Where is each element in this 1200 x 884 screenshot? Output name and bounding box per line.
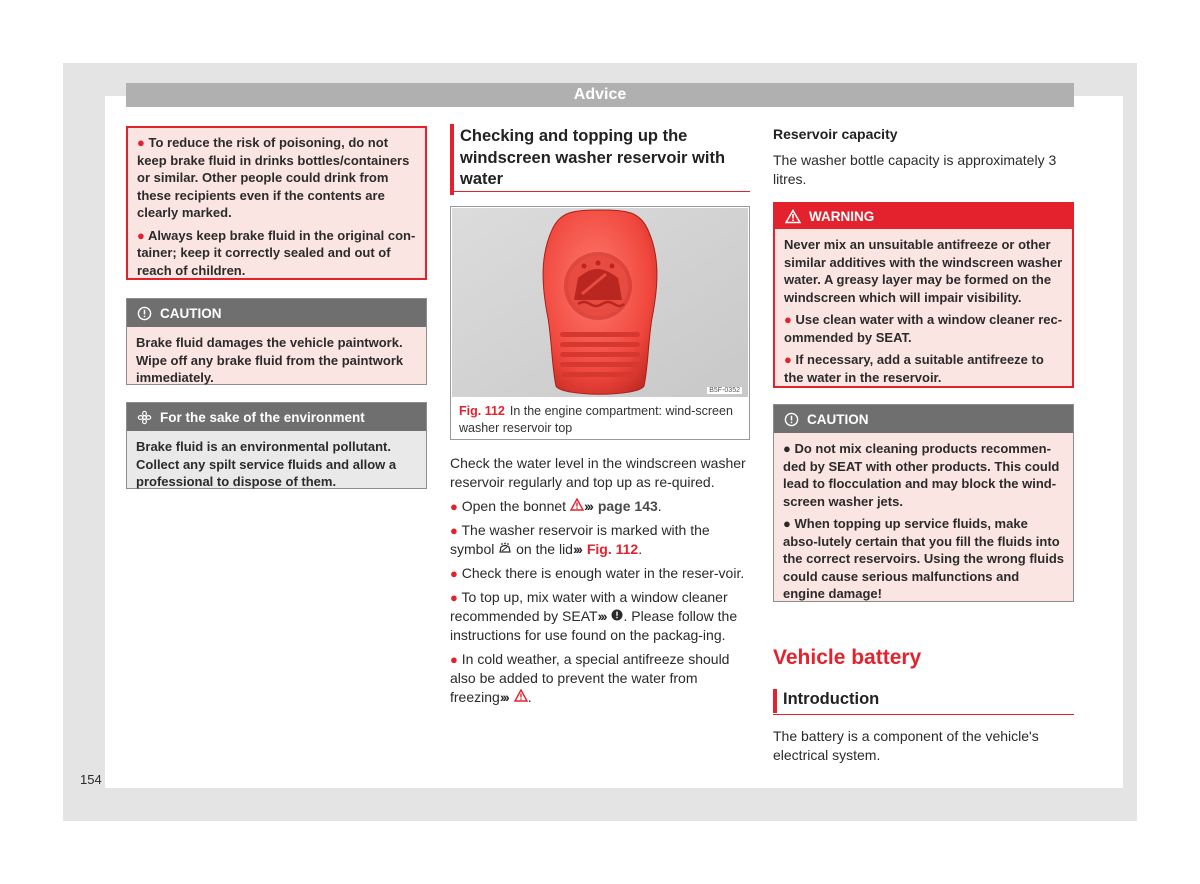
warning-header: WARNING (775, 204, 1072, 229)
warning-triangle-icon (785, 209, 801, 224)
caution-text: Brake fluid damages the vehicle paintwork. Wipe off any brake fluid from the paintwork immediately. (136, 335, 404, 385)
page-link[interactable]: page 143 (597, 498, 658, 514)
environment-header: For the sake of the environment (127, 403, 426, 431)
caution-box-paintwork (126, 298, 427, 385)
page-header: Advice (126, 83, 1074, 107)
figure-112 (450, 206, 750, 440)
subsection-rule (773, 714, 1074, 715)
list-item: ● Check there is enough water in the reser-voir. (450, 565, 745, 581)
caution-header: CAUTION (127, 299, 426, 327)
instructions (450, 454, 750, 712)
list-item: ● Do not mix cleaning products recommen-ded by SEAT with other products. This could lead to flocculation and may block the wind-screen washer jets. (783, 441, 1060, 509)
bullet-icon: ● (450, 499, 458, 514)
subsection-title: Introduction (773, 689, 1074, 713)
list-item: ● When topping up service fluids, make abso-lutely certain that you fill the fluids into the correct reservoirs. Using the wrong fluids could cause serious malfunctions and engine damage! (783, 516, 1065, 601)
info-circle-icon (137, 306, 152, 321)
battery-intro: The battery is a component of the vehicle's electrical system. (773, 728, 1039, 763)
info-circle-icon (784, 412, 799, 427)
intro-paragraph: Check the water level in the windscreen washer reservoir regularly and top up as re-quired. (450, 455, 746, 490)
environment-box (126, 402, 427, 489)
figure-caption: Fig. 112 In the engine compartment: wind-screen washer reservoir top (459, 404, 733, 435)
bullet-icon: ● (784, 312, 792, 327)
capacity-heading: Reservoir capacity (773, 126, 898, 142)
warning-text: Never mix an unsuitable antifreeze or other similar additives with the windscreen washer water. A greasy layer may be formed on the windscreen which will impair visibility. (784, 237, 1063, 305)
bullet-icon: ● (137, 135, 145, 150)
bullet-icon: ● (450, 652, 458, 667)
list-item: ● Open the bonnet ››› page 143. (450, 498, 662, 514)
bullet-icon: ● (784, 352, 792, 367)
list-item: ● Always keep brake fluid in the original con-tainer; keep it correctly sealed and out of reach of children. (137, 227, 416, 278)
list-item: ● Use clean water with a window cleaner rec-ommended by SEAT. (784, 312, 1063, 345)
washer-symbol-icon (498, 541, 512, 557)
bullet-icon: ● (450, 566, 458, 581)
bullet-icon: ● (137, 227, 145, 243)
warning-triangle-icon (514, 689, 528, 705)
bullet-icon: ● (783, 516, 791, 531)
washer-reservoir-image (452, 208, 748, 397)
warning-triangle-icon (570, 498, 584, 514)
figure-code: B5F-0352 (709, 387, 740, 394)
capacity-text: The washer bottle capacity is approximately 3 litres. (773, 152, 1057, 187)
environment-text: Brake fluid is an environmental pollutant. Collect any spilt service fluids and allow a professional to dispose of them. (136, 439, 397, 489)
list-item: ● In cold weather, a special antifreeze should also be added to prevent the water from freezing››› . (450, 651, 730, 705)
bullet-icon: ● (450, 590, 458, 605)
heading-rule (450, 191, 750, 192)
caution-circle-icon (611, 608, 623, 624)
list-item: ● The washer reservoir is marked with the symbol on the lid››› Fig. 112. (450, 522, 710, 557)
page-number: 154 (80, 772, 102, 787)
flower-icon (137, 410, 152, 425)
bullet-icon: ● (450, 523, 458, 538)
section-heading: Checking and topping up the windscreen washer reservoir with water (450, 124, 750, 195)
poison-warning-box (126, 126, 427, 280)
caution-box-fluids (773, 404, 1074, 602)
warning-box (773, 202, 1074, 388)
section-title: Vehicle battery (773, 646, 922, 669)
list-item: ● If necessary, add a suitable antifreeze to the water in the reservoir. (784, 352, 1044, 385)
list-item: ● To top up, mix water with a window cleaner recommended by SEAT››› . Please follow the instructions for use found on the packag-ing. (450, 589, 738, 643)
bullet-icon: ● (783, 441, 791, 456)
list-item: ● To reduce the risk of poisoning, do not keep brake fluid in drinks bottles/containers or similar. Other people could drink from these recipients even if the contents are clearly marked. (137, 135, 410, 220)
caution-header: CAUTION (774, 405, 1073, 433)
figure-link[interactable]: Fig. 112 (586, 541, 639, 557)
